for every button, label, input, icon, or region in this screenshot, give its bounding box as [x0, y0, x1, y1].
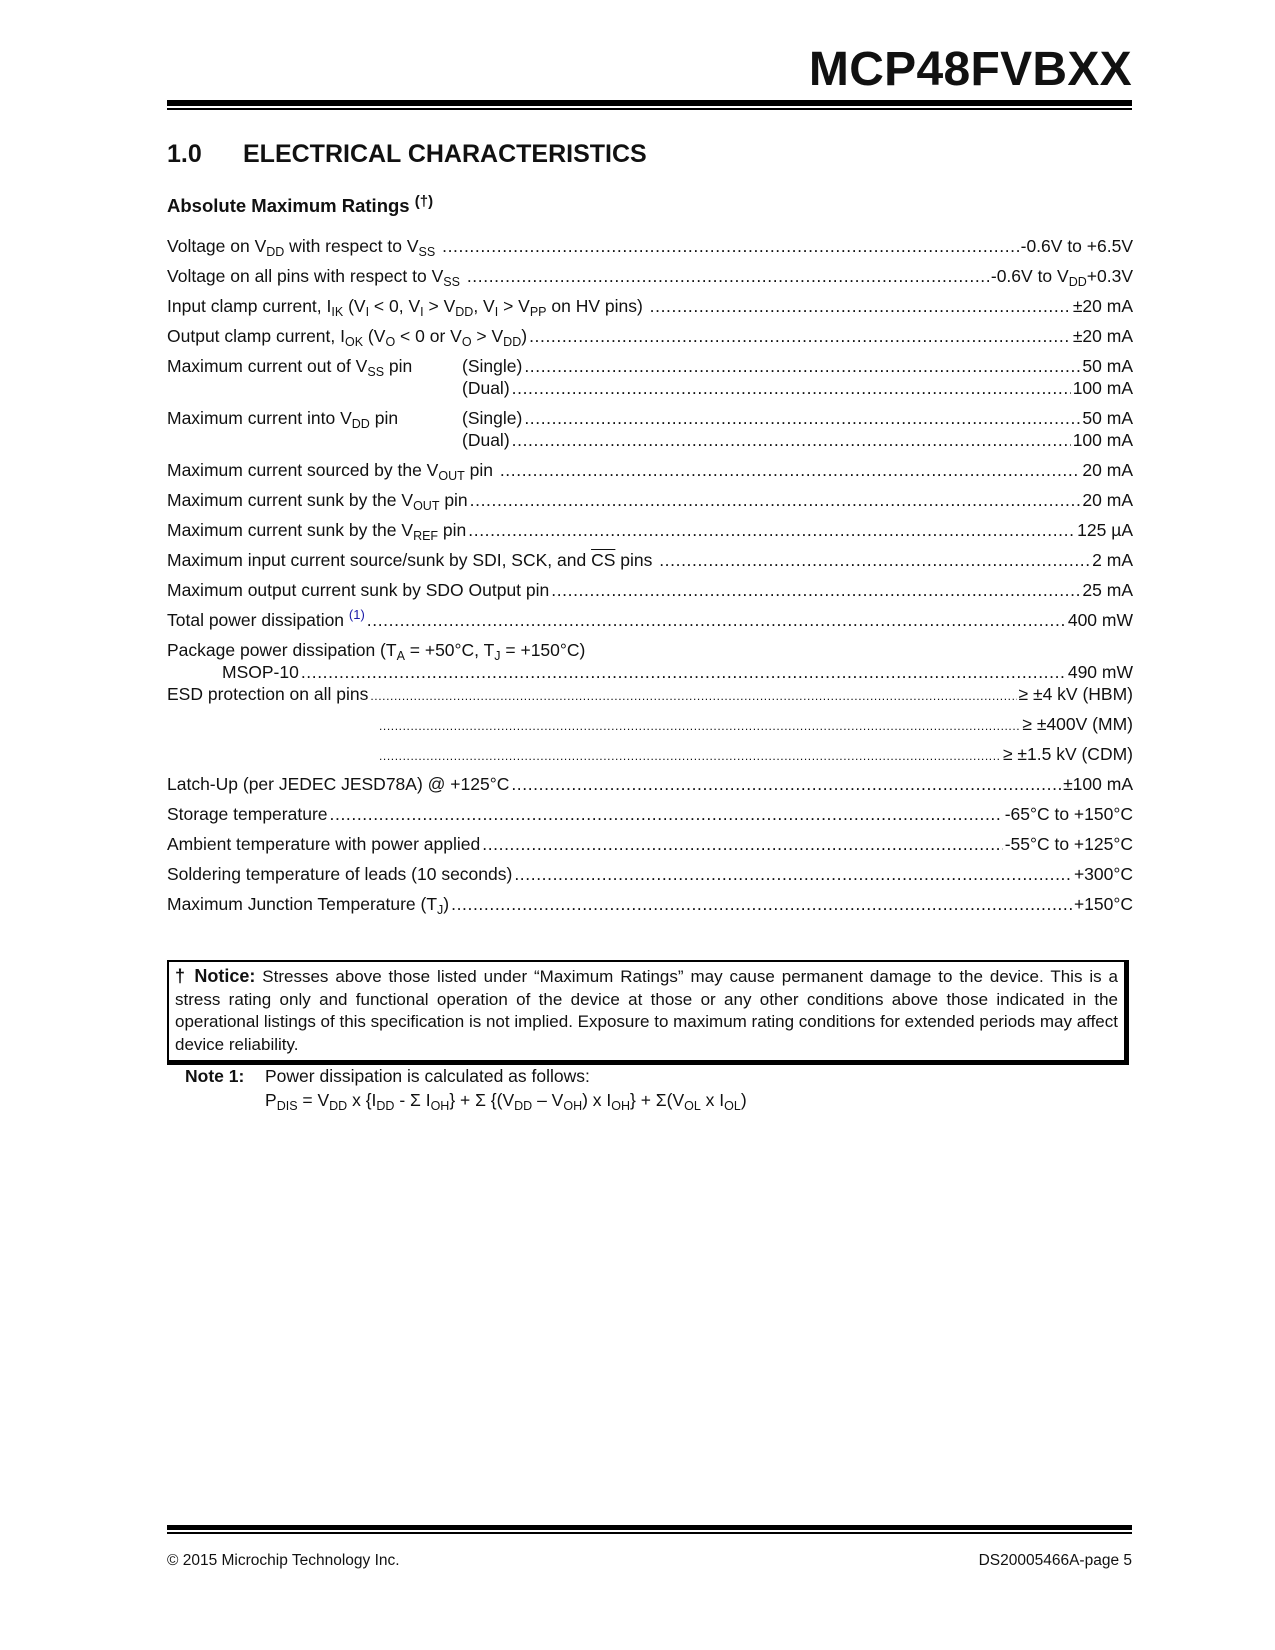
rating-storage: [167, 803, 1133, 825]
rating-value: -0.6V to $V_{DD}+0.3V$: [990, 266, 1133, 289]
rating-output-clamp: [167, 325, 1133, 347]
rating-vref-sunk: [167, 519, 1133, 541]
rating-value: ±20 mA: [1072, 326, 1133, 346]
rating-vdd-in-single: [167, 407, 1133, 429]
rating-label: Maximum current out of $V_{SS}$ pin: [167, 356, 413, 379]
footer-rule-thick: [167, 1525, 1132, 1530]
rating-label: Maximum output current sunk by SDO Output pin: [167, 580, 550, 600]
leader-dots: [512, 429, 1071, 451]
leader-dots: [330, 803, 1003, 825]
section-heading: ELECTRICAL CHARACTERISTICS: [243, 140, 647, 168]
rating-label: Latch-Up (per JEDEC JESD78A) @ +125°C: [167, 774, 510, 794]
rating-condition: (Single): [462, 356, 523, 376]
rating-label: Input clamp current, $I_{IK}$ ($V_I < 0$, $V_I > V_{DD}$, $V_I > V_{PP}$ on HV pins): [167, 296, 648, 319]
rating-vdd-vss: [167, 235, 1133, 257]
header-rule-thick: [167, 100, 1132, 106]
rating-value: 20 mA: [1082, 460, 1133, 480]
rating-package-power-heading: [167, 639, 1133, 661]
leader-dots: [442, 235, 1019, 257]
rating-esd-cdm: [167, 743, 1133, 765]
rating-label: Output clamp current, $I_{OK}$ ($V_O < 0$ or $V_O > V_{DD}$): [167, 326, 528, 349]
rating-label: Maximum input current source/sunk by SDI, SCK, and $\overline{CS}$ pins: [167, 550, 653, 570]
leader-dots: [551, 579, 1080, 601]
rating-sdo-sunk: [167, 579, 1133, 601]
rating-value: 20 mA: [1082, 490, 1133, 510]
rating-vout-sunk: [167, 489, 1133, 511]
rating-value: +150°C: [1073, 894, 1133, 914]
footer-page-number: DS20005466A-page 5: [978, 1552, 1132, 1569]
rating-all-pins: [167, 265, 1133, 287]
rating-label: Ambient temperature with power applied: [167, 834, 481, 854]
rating-value: 2 mA: [1092, 550, 1133, 570]
leader-dots: [301, 661, 1066, 683]
rating-junction: [167, 893, 1133, 915]
rating-label: Maximum Junction Temperature $(T_J)$: [167, 894, 450, 917]
rating-value: ±20 mA: [1072, 296, 1133, 316]
rating-label: Storage temperature: [167, 804, 328, 824]
section-title: [167, 140, 647, 169]
rating-value: ≥ ±4 kV (HBM): [1018, 684, 1133, 704]
power-formula: $P_{DIS} = V_{DD}$ x {$I_{DD}$ - Σ $I_{OH}\} + \Sigma$ {$(V_{DD} - V_{OH})$ x $I_{OH}\} + \Sigma(V_{OL}$ x $I_{OL}$): [265, 1090, 747, 1113]
rating-esd-mm: [167, 713, 1133, 735]
leader-dots: [467, 265, 989, 287]
leader-dots: [514, 863, 1072, 885]
rating-value: 25 mA: [1082, 580, 1133, 600]
rating-value: ±100 mA: [1063, 774, 1133, 794]
rating-input-source-sunk: [167, 549, 1133, 571]
rating-input-clamp: [167, 295, 1133, 317]
rating-condition: (Dual): [462, 430, 510, 450]
rating-label: Maximum current into $V_{DD}$ pin: [167, 408, 399, 431]
leader-dots: [468, 519, 1075, 541]
note-label: Note 1:: [185, 1066, 245, 1086]
rating-label: Package power dissipation ($T_A = +50^\circ C$, $T_J = +150^\circ C$): [167, 640, 586, 663]
note-reference[interactable]: (1): [348, 607, 365, 622]
document-title: MCP48FVBXX: [808, 43, 1132, 96]
rating-label: Maximum current sunk by the $V_{OUT}$ pin: [167, 490, 468, 513]
leader-dots: [500, 459, 1081, 481]
leader-dots: [659, 549, 1090, 571]
rating-value: 400 mW: [1067, 610, 1133, 630]
rating-value: 50 mA: [1082, 356, 1133, 376]
rating-value: ≥ ±400V (MM): [1022, 714, 1133, 734]
rating-total-power: [167, 609, 1133, 631]
notice-text: Stresses above those listed under “Maximum Ratings” may cause permanent damage to the device. This is a stress rating only and functional operation of the device at those or any other conditions above those indicated in the operational listings of this specification is not implied. Exposure to maximum rating conditions for extended periods may affect device reliability.: [175, 967, 1118, 1054]
subheading: [167, 193, 433, 217]
leader-dots: [470, 489, 1081, 511]
rating-vout-sourced: [167, 459, 1133, 481]
leader-dots: [451, 893, 1072, 915]
rating-label: Maximum current sunk by the $V_{REF}$ pin: [167, 520, 467, 543]
rating-soldering: [167, 863, 1133, 885]
rating-package: MSOP-10: [222, 662, 299, 682]
leader-dots: [370, 685, 1016, 707]
rating-ambient: [167, 833, 1133, 855]
rating-value: 100 mA: [1072, 430, 1133, 450]
leader-dots: [650, 295, 1071, 317]
leader-dots: [529, 325, 1071, 347]
leader-dots: [524, 355, 1080, 377]
rating-value: +300°C: [1073, 864, 1133, 884]
rating-value: -0.6V to +6.5V: [1020, 236, 1133, 256]
rating-value: 50 mA: [1082, 408, 1133, 428]
rating-value: 490 mW: [1067, 662, 1133, 682]
leader-dots: [379, 745, 1001, 767]
rating-value: 100 mA: [1072, 378, 1133, 398]
leader-dots: [367, 609, 1066, 631]
rating-vdd-in-dual: [167, 429, 1133, 451]
rating-label: ESD protection on all pins: [167, 684, 369, 704]
rating-label: Voltage on all pins with respect to $V_{SS}$: [167, 266, 460, 289]
rating-value: 125 µA: [1077, 520, 1133, 540]
note-block: [185, 1064, 747, 1112]
rating-value: ≥ ±1.5 kV (CDM): [1002, 744, 1133, 764]
note-text: Power dissipation is calculated as follows:: [265, 1066, 590, 1086]
subheading-text: Absolute Maximum Ratings: [167, 195, 410, 216]
rating-vss-out-dual: [167, 377, 1133, 399]
section-number: 1.0: [167, 140, 202, 168]
rating-esd-hbm: [167, 683, 1133, 705]
rating-condition: (Single): [462, 408, 523, 428]
notice-box: [167, 960, 1129, 1065]
leader-dots: [379, 715, 1020, 737]
subheading-mark: (†): [414, 193, 434, 210]
rating-label: Total power dissipation $^{(1)}$: [167, 607, 365, 630]
ratings-list: [167, 235, 1133, 915]
leader-dots: [511, 773, 1061, 795]
rating-label: Soldering temperature of leads (10 seconds): [167, 864, 513, 884]
rating-latch-up: [167, 773, 1133, 795]
rating-package-power: [167, 661, 1133, 683]
notice-heading: † Notice:: [175, 966, 256, 986]
rating-label: Maximum current sourced by the $V_{OUT}$ pin: [167, 460, 493, 483]
leader-dots: [512, 377, 1071, 399]
rating-value: -55°C to +125°C: [1004, 834, 1133, 854]
rating-label: Voltage on $V_{DD}$ with respect to $V_{SS}$: [167, 236, 436, 259]
footer-copyright: © 2015 Microchip Technology Inc.: [167, 1552, 400, 1569]
rating-condition: (Dual): [462, 378, 510, 398]
header-rule-thin: [167, 108, 1132, 110]
rating-vss-out-single: [167, 355, 1133, 377]
leader-dots: [524, 407, 1080, 429]
footer-rule-thin: [167, 1532, 1132, 1534]
leader-dots: [482, 833, 1002, 855]
rating-value: -65°C to +150°C: [1004, 804, 1133, 824]
